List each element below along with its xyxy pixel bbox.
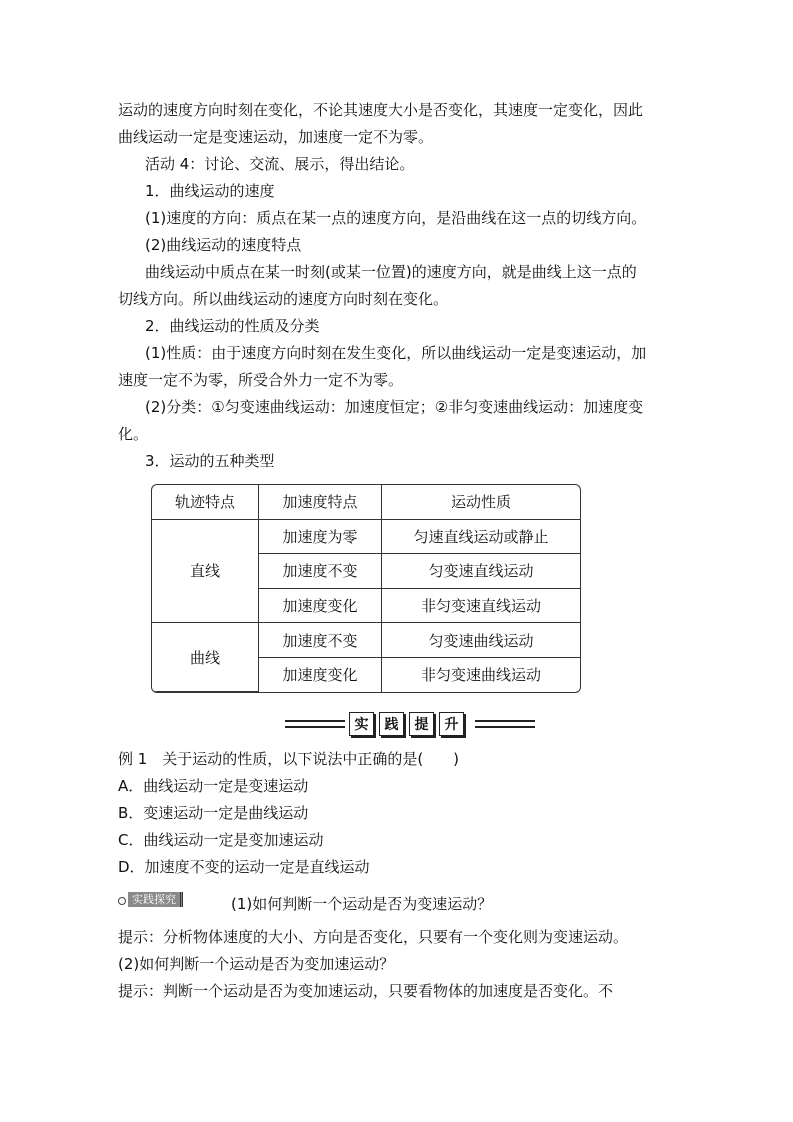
- section-heading: 3．运动的五种类型: [145, 452, 275, 470]
- table-cell: 加速度不变: [259, 554, 382, 589]
- paragraph-line: 曲线运动一定是变速运动，加速度一定不为零。: [118, 128, 434, 146]
- paragraph-line: 速度一定不为零，所受合外力一定不为零。: [118, 371, 404, 389]
- practice-answer-2: 提示：判断一个运动是否为变加速运动，只要看物体的加速度是否变化。不: [118, 982, 614, 1000]
- banner-char: 提: [409, 712, 434, 736]
- practice-question-1: (1)如何判断一个运动是否为变速运动？: [231, 895, 493, 913]
- trajectory-straight-cell: 直线: [152, 519, 259, 623]
- subsection-heading: (2)曲线运动的速度特点: [145, 236, 302, 254]
- table-cell: 非匀变速直线运动: [382, 588, 581, 623]
- practice-tag: 实践探究: [128, 892, 183, 907]
- option-c: C．曲线运动一定是变加速运动: [118, 831, 324, 849]
- paragraph-line: 化。: [118, 425, 149, 443]
- banner-rule-left: [285, 720, 345, 728]
- motion-types-table: [151, 484, 581, 693]
- table-header-cell: 运动性质: [382, 485, 581, 519]
- banner-char: 实: [349, 712, 374, 736]
- practice-answer-1: 提示：分析物体速度的大小、方向是否变化，只要有一个变化则为变速运动。: [118, 928, 629, 946]
- example-question: 例 1 关于运动的性质，以下说法中正确的是( ): [118, 750, 460, 768]
- practice-question-2: (2)如何判断一个运动是否为变加速运动？: [118, 955, 395, 973]
- table-cell: 匀变速直线运动: [382, 554, 581, 589]
- practice-banner: [285, 712, 535, 738]
- option-d: D．加速度不变的运动一定是直线运动: [118, 858, 370, 876]
- table-cell: 匀速直线运动或静止: [382, 519, 581, 554]
- trajectory-curve-cell: 曲线: [152, 623, 259, 692]
- table-header-cell: 轨迹特点: [152, 485, 259, 519]
- paragraph-line: (1)性质：由于速度方向时刻在发生变化，所以曲线运动一定是变速运动，加: [145, 344, 647, 362]
- paragraph-line: (1)速度的方向：质点在某一点的速度方向，是沿曲线在这一点的切线方向。: [145, 209, 647, 227]
- activity-heading: 活动 4：讨论、交流、展示，得出结论。: [145, 155, 415, 173]
- table-cell: 加速度变化: [259, 588, 382, 623]
- banner-rule-right: [475, 720, 535, 728]
- paragraph-line: 切线方向。所以曲线运动的速度方向时刻在变化。: [118, 290, 449, 308]
- section-heading: 1．曲线运动的速度: [145, 182, 275, 200]
- table-cell: 非匀变速曲线运动: [382, 658, 581, 692]
- table-cell: 加速度为零: [259, 519, 382, 554]
- option-a: A．曲线运动一定是变速运动: [118, 777, 309, 795]
- table-header-cell: 加速度特点: [259, 485, 382, 519]
- table-cell: 匀变速曲线运动: [382, 623, 581, 658]
- option-b: B．变速运动一定是曲线运动: [118, 804, 309, 822]
- paragraph-line: 运动的速度方向时刻在变化，不论其速度大小是否变化，其速度一定变化，因此: [118, 101, 644, 119]
- paragraph-line: (2)分类：①匀变速曲线运动：加速度恒定；②非匀变速曲线运动：加速度变: [145, 398, 644, 416]
- table-cell: 加速度变化: [259, 658, 382, 692]
- table-cell: 加速度不变: [259, 623, 382, 658]
- banner-char: 践: [379, 712, 404, 736]
- paragraph-line: 曲线运动中质点在某一时刻(或某一位置)的速度方向，就是曲线上这一点的: [145, 263, 637, 281]
- banner-char: 升: [439, 712, 464, 736]
- bullet-circle-icon: [118, 897, 126, 905]
- section-heading: 2．曲线运动的性质及分类: [145, 317, 320, 335]
